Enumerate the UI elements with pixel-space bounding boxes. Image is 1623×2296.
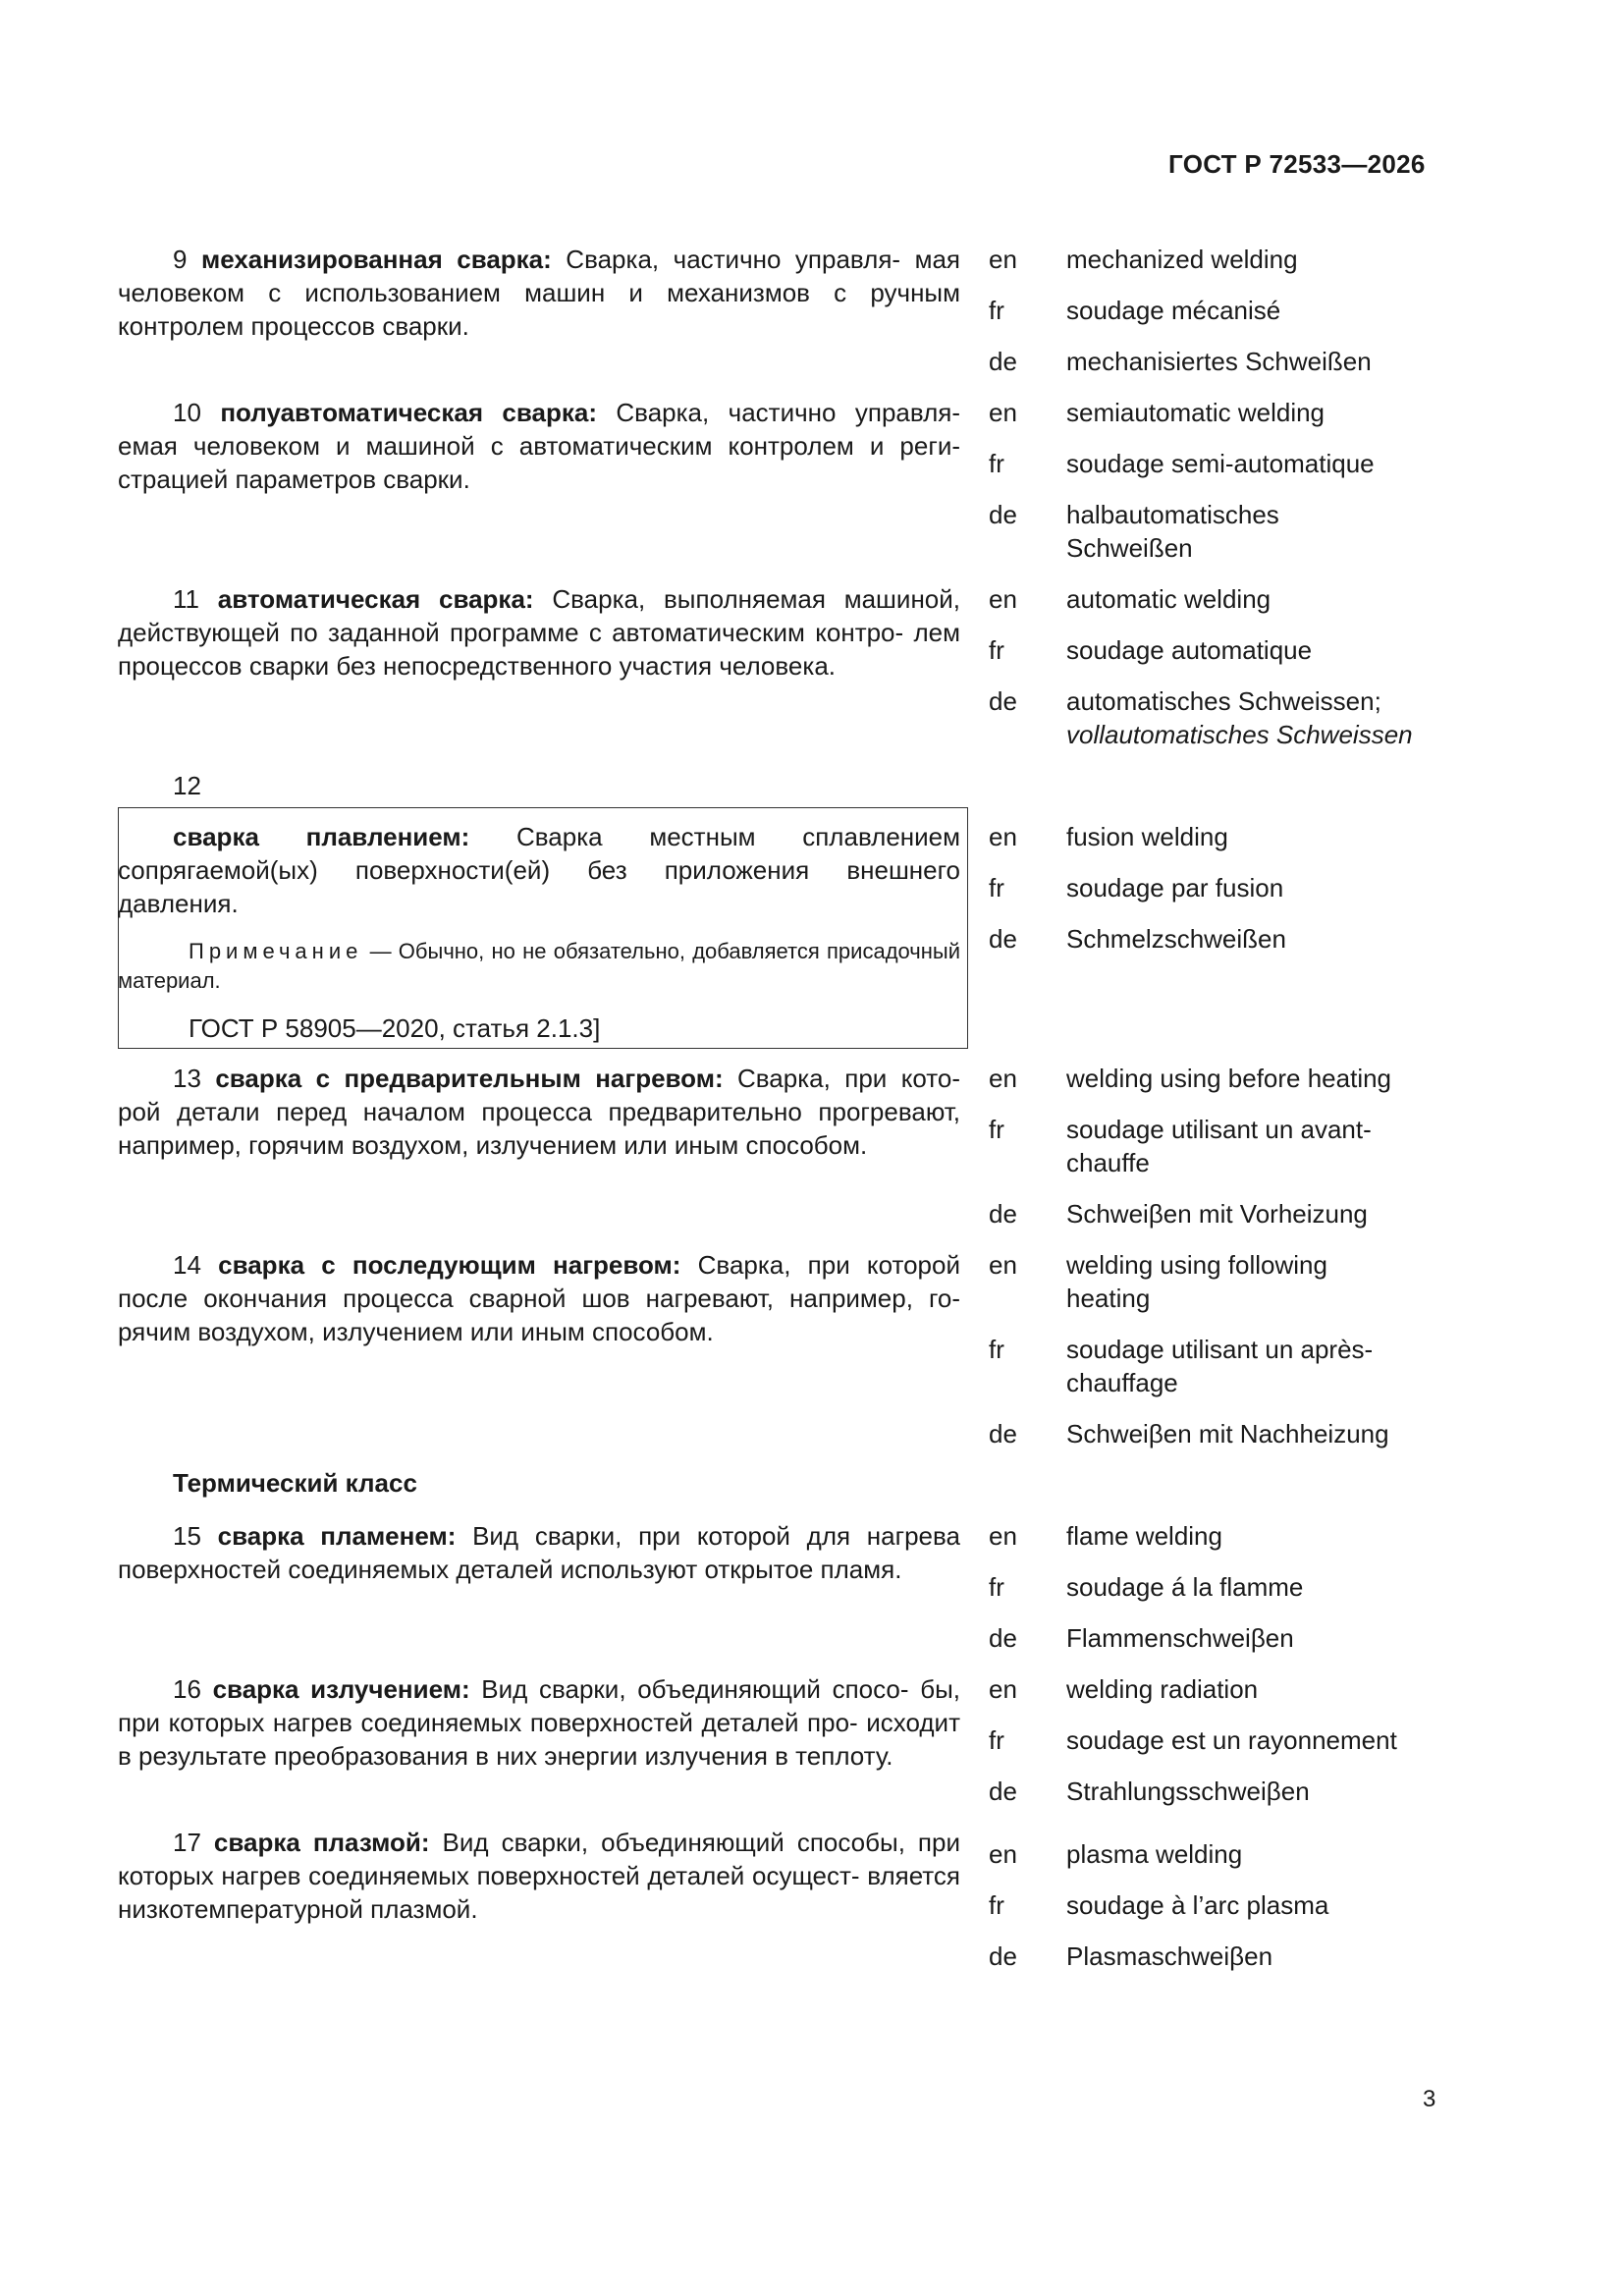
term-13-de: Schweiβen mit Vorheizung [1066, 1199, 1368, 1229]
term-11-de: automatisches Schweissen; vollautomatisches Schweissen [1066, 686, 1413, 749]
term-9-de: mechanisiertes Schweißen [1066, 347, 1372, 376]
note-label: Примечание [189, 939, 363, 963]
lang-code-en: en [989, 245, 1017, 274]
term-number: 11 [173, 584, 199, 614]
term-16-en: welding radiation [1066, 1674, 1259, 1704]
term-14-definition: 14 сварка с последующим нагревом: Сварка, при которой после окончания процесса сварной шов нагревают, например, го- рячим воздухом, излучением или иным способом. [118, 1250, 961, 1346]
term-10-en: semiautomatic welding [1066, 398, 1325, 427]
lang-code-fr: fr [989, 1890, 1004, 1920]
lang-code-de: de [989, 347, 1017, 376]
term-9-definition: 9 механизированная сварка: Сварка, частично управля- мая человеком с использованием машин и механизмов с ручным контролем процессов сварки. [118, 245, 960, 341]
section-title: Термический класс [173, 1468, 417, 1498]
term-15-definition: 15 сварка пламенем: Вид сварки, при которой для нагрева поверхностей соединяемых деталей используют открытое пламя. [118, 1521, 960, 1584]
term-name: полуавтоматическая сварка: [220, 398, 597, 427]
term-13-en: welding using before heating [1066, 1064, 1392, 1093]
term-name: сварка пламенем: [217, 1521, 457, 1551]
term-name: автоматическая сварка: [217, 584, 534, 614]
term-number: 16 [173, 1674, 201, 1704]
lang-code-en: en [989, 1064, 1017, 1093]
term-12-de: Schmelzschweißen [1066, 924, 1286, 954]
term-name: сварка излучением: [212, 1674, 470, 1704]
lang-code-fr: fr [989, 449, 1004, 478]
lang-code-en: en [989, 822, 1017, 851]
term-12-number: 12 [173, 771, 201, 800]
lang-code-fr: fr [989, 296, 1004, 325]
lang-code-de: de [989, 1199, 1017, 1229]
lang-code-fr: fr [989, 1725, 1004, 1755]
standard-designation: ГОСТ Р 72533—2026 [1168, 149, 1426, 179]
term-9-en: mechanized welding [1066, 245, 1298, 274]
term-number: 14 [173, 1250, 201, 1280]
term-15-en: flame welding [1066, 1521, 1222, 1551]
term-name: механизированная сварка: [200, 245, 552, 274]
term-17-fr: soudage à l’arc plasma [1066, 1890, 1329, 1920]
term-17-definition: 17 сварка плазмой: Вид сварки, объединяющий способы, при которых нагрев соединяемых поверхностей деталей осущест- вляется низкотемпературной плазмой. [118, 1828, 960, 1924]
lang-code-de: de [989, 1419, 1017, 1449]
lang-code-fr: fr [989, 873, 1004, 902]
term-12-en: fusion welding [1066, 822, 1228, 851]
term-11-definition: 11 автоматическая сварка: Сварка, выполняемая машиной, действующей по заданной программе с автоматическим контро- лем процессов сварки без непосредственного участия человека. [118, 584, 961, 681]
term-14-fr: soudage utilisant un après- chauffage [1066, 1335, 1374, 1397]
lang-code-fr: fr [989, 635, 1004, 665]
term-17-de: Plasmaschweiβen [1066, 1941, 1273, 1971]
lang-code-de: de [989, 1777, 1017, 1806]
lang-code-fr: fr [989, 1335, 1004, 1364]
term-number: 10 [173, 398, 201, 427]
term-12-note: Примечание — Обычно, но не обязательно, добавляется присадочный материал. [118, 939, 960, 993]
term-16-definition: 16 сварка излучением: Вид сварки, объединяющий спосо- бы, при которых нагрев соединяемых поверхностей деталей про- исходит в результате преобразования в них энергии излучения в теплоту. [118, 1674, 960, 1771]
term-16-fr: soudage est un rayonnement [1066, 1725, 1397, 1755]
term-15-fr: soudage á la flamme [1066, 1572, 1304, 1602]
term-number: 17 [173, 1828, 201, 1857]
term-number: 9 [173, 245, 188, 274]
term-13-definition: 13 сварка с предварительным нагревом: Сварка, при кото- рой детали перед началом процесса предварительно прогревают, например, горячим воздухом, излучением или иным способом. [118, 1064, 960, 1160]
lang-code-en: en [989, 1839, 1017, 1869]
term-15-de: Flammenschweiβen [1066, 1623, 1294, 1653]
term-14-de: Schweiβen mit Nachheizung [1066, 1419, 1389, 1449]
lang-code-en: en [989, 1250, 1017, 1280]
term-12-fr: soudage par fusion [1066, 873, 1284, 902]
lang-code-fr: fr [989, 1572, 1004, 1602]
term-12-source: ГОСТ Р 58905—2020, статья 2.1.3] [189, 1013, 601, 1043]
lang-code-de: de [989, 1623, 1017, 1653]
term-10-definition: 10 полуавтоматическая сварка: Сварка, частично управля- емая человеком и машиной с автоматическим контролем и реги- страцией параметров сварки. [118, 398, 960, 494]
lang-code-de: de [989, 924, 1017, 954]
term-number: 13 [173, 1064, 201, 1093]
term-name: сварка плавлением: [173, 822, 470, 851]
lang-code-en: en [989, 1521, 1017, 1551]
term-name: сварка с последующим нагревом: [218, 1250, 681, 1280]
term-16-de: Strahlungsschweiβen [1066, 1777, 1310, 1806]
lang-code-en: en [989, 398, 1017, 427]
term-number: 15 [173, 1521, 201, 1551]
lang-code-en: en [989, 584, 1017, 614]
term-11-en: automatic welding [1066, 584, 1271, 614]
term-name: сварка с предварительным нагревом: [215, 1064, 724, 1093]
lang-code-de: de [989, 1941, 1017, 1971]
lang-code-de: de [989, 500, 1017, 529]
lang-code-en: en [989, 1674, 1017, 1704]
lang-code-de: de [989, 686, 1017, 716]
term-14-en: welding using following heating [1066, 1250, 1327, 1313]
term-9-fr: soudage mécanisé [1066, 296, 1281, 325]
term-17-en: plasma welding [1066, 1839, 1243, 1869]
term-10-fr: soudage semi-automatique [1066, 449, 1375, 478]
term-name: сварка плазмой: [213, 1828, 430, 1857]
term-12-definition: сварка плавлением: Сварка местным сплавлением сопрягаемой(ых) поверхности(ей) без приложения внешнего давления. [118, 822, 961, 918]
term-10-de: halbautomatisches Schweißen [1066, 500, 1279, 563]
page-number: 3 [1423, 2086, 1436, 2112]
term-11-fr: soudage automatique [1066, 635, 1313, 665]
term-13-fr: soudage utilisant un avant- chauffe [1066, 1115, 1372, 1177]
lang-code-fr: fr [989, 1115, 1004, 1144]
